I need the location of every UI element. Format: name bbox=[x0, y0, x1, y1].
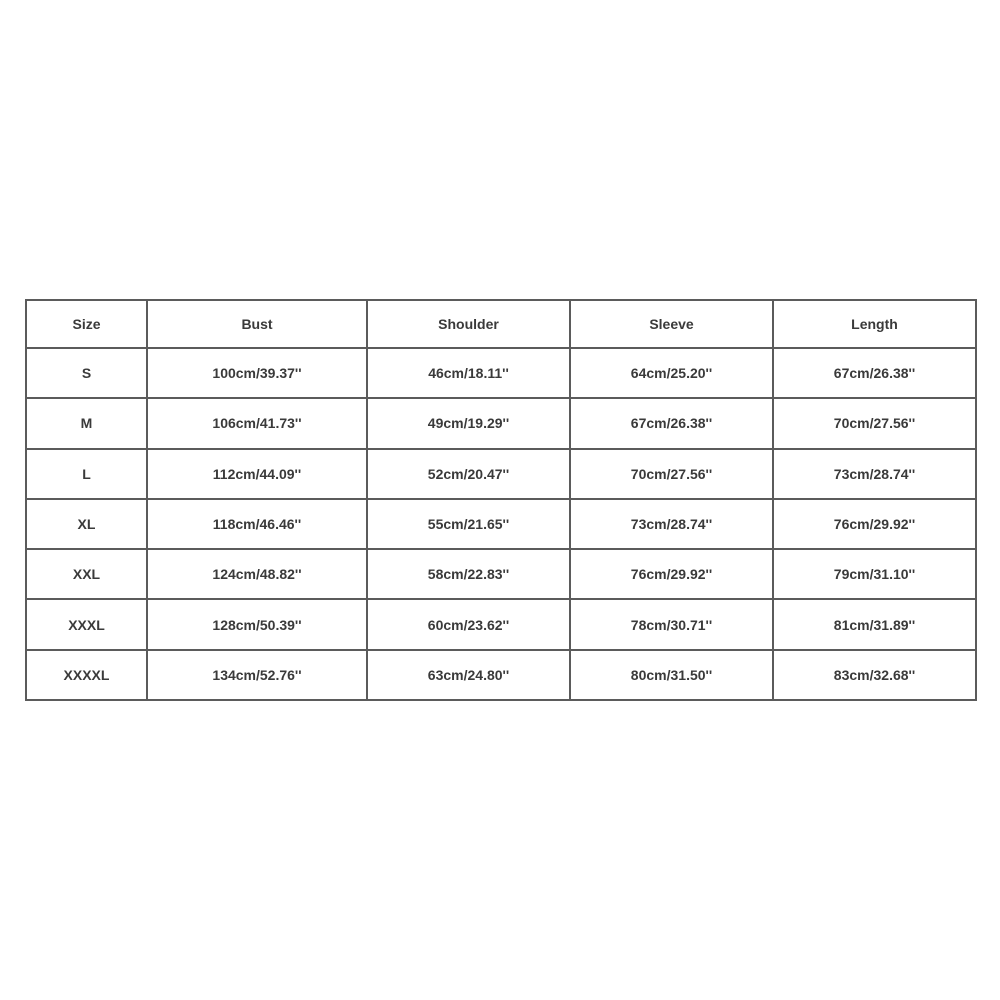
cell-length: 83cm/32.68'' bbox=[773, 650, 976, 700]
cell-bust: 106cm/41.73'' bbox=[147, 398, 367, 448]
cell-shoulder: 46cm/18.11'' bbox=[367, 348, 570, 398]
cell-size: M bbox=[26, 398, 147, 448]
table-row bbox=[26, 599, 976, 649]
header-sleeve: Sleeve bbox=[570, 300, 773, 348]
cell-size: S bbox=[26, 348, 147, 398]
header-bust: Bust bbox=[147, 300, 367, 348]
cell-sleeve: 73cm/28.74'' bbox=[570, 499, 773, 549]
size-chart-table bbox=[25, 299, 977, 701]
cell-length: 67cm/26.38'' bbox=[773, 348, 976, 398]
cell-bust: 134cm/52.76'' bbox=[147, 650, 367, 700]
cell-size: XXXXL bbox=[26, 650, 147, 700]
header-length: Length bbox=[773, 300, 976, 348]
cell-sleeve: 67cm/26.38'' bbox=[570, 398, 773, 448]
cell-bust: 128cm/50.39'' bbox=[147, 599, 367, 649]
table-row bbox=[26, 549, 976, 599]
header-size: Size bbox=[26, 300, 147, 348]
cell-length: 70cm/27.56'' bbox=[773, 398, 976, 448]
table-header-row bbox=[26, 300, 976, 348]
cell-length: 81cm/31.89'' bbox=[773, 599, 976, 649]
table-row bbox=[26, 650, 976, 700]
cell-sleeve: 70cm/27.56'' bbox=[570, 449, 773, 499]
cell-length: 76cm/29.92'' bbox=[773, 499, 976, 549]
cell-sleeve: 76cm/29.92'' bbox=[570, 549, 773, 599]
cell-sleeve: 80cm/31.50'' bbox=[570, 650, 773, 700]
cell-bust: 112cm/44.09'' bbox=[147, 449, 367, 499]
cell-bust: 124cm/48.82'' bbox=[147, 549, 367, 599]
cell-length: 73cm/28.74'' bbox=[773, 449, 976, 499]
cell-bust: 100cm/39.37'' bbox=[147, 348, 367, 398]
cell-size: XXL bbox=[26, 549, 147, 599]
table-row bbox=[26, 499, 976, 549]
cell-sleeve: 78cm/30.71'' bbox=[570, 599, 773, 649]
table-row bbox=[26, 449, 976, 499]
header-shoulder: Shoulder bbox=[367, 300, 570, 348]
cell-size: L bbox=[26, 449, 147, 499]
cell-shoulder: 60cm/23.62'' bbox=[367, 599, 570, 649]
cell-size: XXXL bbox=[26, 599, 147, 649]
cell-shoulder: 58cm/22.83'' bbox=[367, 549, 570, 599]
cell-shoulder: 52cm/20.47'' bbox=[367, 449, 570, 499]
cell-size: XL bbox=[26, 499, 147, 549]
cell-length: 79cm/31.10'' bbox=[773, 549, 976, 599]
cell-shoulder: 49cm/19.29'' bbox=[367, 398, 570, 448]
cell-sleeve: 64cm/25.20'' bbox=[570, 348, 773, 398]
cell-shoulder: 63cm/24.80'' bbox=[367, 650, 570, 700]
table-row bbox=[26, 348, 976, 398]
cell-shoulder: 55cm/21.65'' bbox=[367, 499, 570, 549]
cell-bust: 118cm/46.46'' bbox=[147, 499, 367, 549]
table-row bbox=[26, 398, 976, 448]
